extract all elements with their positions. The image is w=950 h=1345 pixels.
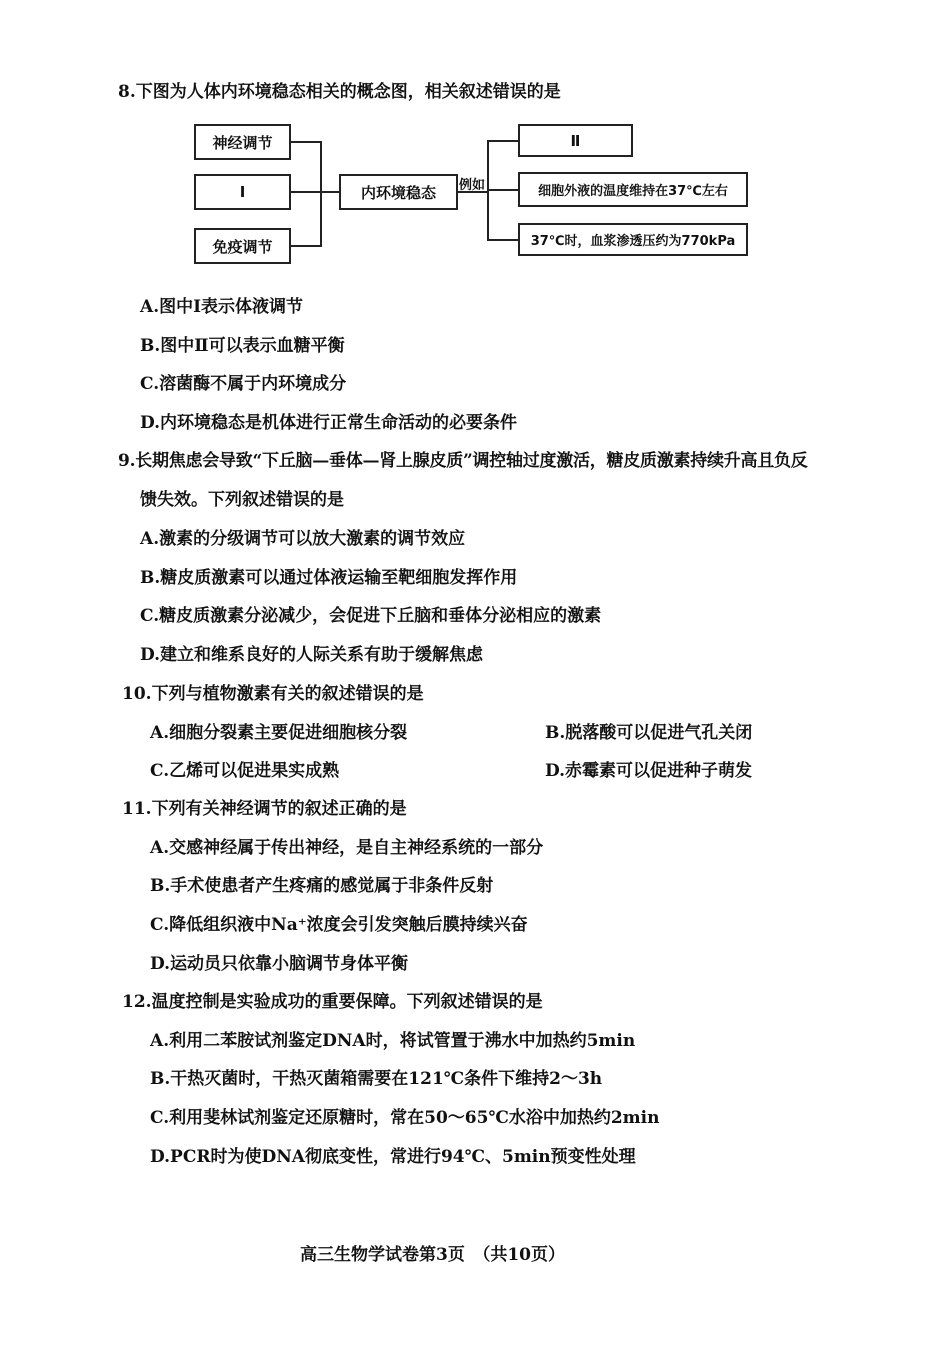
q12-stem: 12.温度控制是实验成功的重要保障。下列叙述错误的是 (122, 992, 543, 1012)
connector-line (487, 140, 518, 142)
connector-line (487, 239, 518, 241)
q12-option-a: A.利用二苯胺试剂鉴定DNA时，将试管置于沸水中加热约5min (150, 1031, 636, 1051)
q12-option-b: B.干热灭菌时，干热灭菌箱需要在121℃条件下维持2～3h (150, 1069, 603, 1089)
q10-option-a: A.细胞分裂素主要促进细胞核分裂 (150, 723, 408, 743)
q11-option-b: B.手术使患者产生疼痛的感觉属于非条件反射 (150, 876, 494, 896)
connector-line (291, 191, 339, 193)
diagram-box-I: Ⅰ (194, 174, 291, 210)
page-footer: 高三生物学试卷第3页 （共10页） (300, 1245, 565, 1265)
q9-option-c: C.糖皮质激素分泌减少，会促进下丘脑和垂体分泌相应的激素 (140, 606, 602, 626)
diagram-box-neural: 神经调节 (194, 124, 291, 160)
connector-line (291, 141, 322, 143)
q9-option-b: B.糖皮质激素可以通过体液运输至靶细胞发挥作用 (140, 568, 518, 588)
diagram-box-immune: 免疫调节 (194, 228, 291, 264)
q11-option-a: A.交感神经属于传出神经，是自主神经系统的一部分 (150, 838, 544, 858)
q10-stem: 10.下列与植物激素有关的叙述错误的是 (122, 684, 424, 704)
diagram-box-II: Ⅱ (518, 124, 633, 157)
q9-option-d: D.建立和维系良好的人际关系有助于缓解焦虑 (140, 645, 484, 665)
q10-option-b: B.脱落酸可以促进气孔关闭 (545, 723, 753, 743)
connector-line (487, 189, 518, 191)
q9-stem-line2: 馈失效。下列叙述错误的是 (140, 490, 344, 510)
diagram-box-homeostasis: 内环境稳态 (339, 174, 458, 210)
q8-option-c: C.溶菌酶不属于内环境成分 (140, 374, 347, 394)
q9-stem-line1: 9.长期焦虑会导致“下丘脑—垂体—肾上腺皮质”调控轴过度激活，糖皮质激素持续升高且负反 (118, 451, 808, 471)
q12-option-c: C.利用斐林试剂鉴定还原糖时，常在50～65℃水浴中加热约2min (150, 1108, 660, 1128)
q8-stem: 8.下图为人体内环境稳态相关的概念图，相关叙述错误的是 (118, 82, 561, 102)
q11-option-d: D.运动员只依靠小脑调节身体平衡 (150, 954, 409, 974)
q8-option-d: D.内环境稳态是机体进行正常生命活动的必要条件 (140, 413, 518, 433)
q10-option-d: D.赤霉素可以促进种子萌发 (545, 761, 753, 781)
connector-line (291, 245, 322, 247)
q8-option-a: A.图中Ⅰ表示体液调节 (140, 297, 304, 317)
connector-line (320, 141, 322, 247)
q8-option-b: B.图中Ⅱ可以表示血糖平衡 (140, 336, 345, 356)
q11-option-c: C.降低组织液中Na⁺浓度会引发突触后膜持续兴奋 (150, 915, 528, 935)
q11-stem: 11.下列有关神经调节的叙述正确的是 (122, 799, 407, 819)
diagram-box-temperature: 细胞外液的温度维持在37℃左右 (518, 172, 748, 207)
diagram-box-osmotic-pressure: 37℃时，血浆渗透压约为770kPa (518, 223, 748, 256)
q9-option-a: A.激素的分级调节可以放大激素的调节效应 (140, 529, 466, 549)
q12-option-d: D.PCR时为使DNA彻底变性，常进行94℃、5min预变性处理 (150, 1147, 636, 1167)
connector-label-example: 例如 (459, 178, 486, 193)
q10-option-c: C.乙烯可以促进果实成熟 (150, 761, 340, 781)
